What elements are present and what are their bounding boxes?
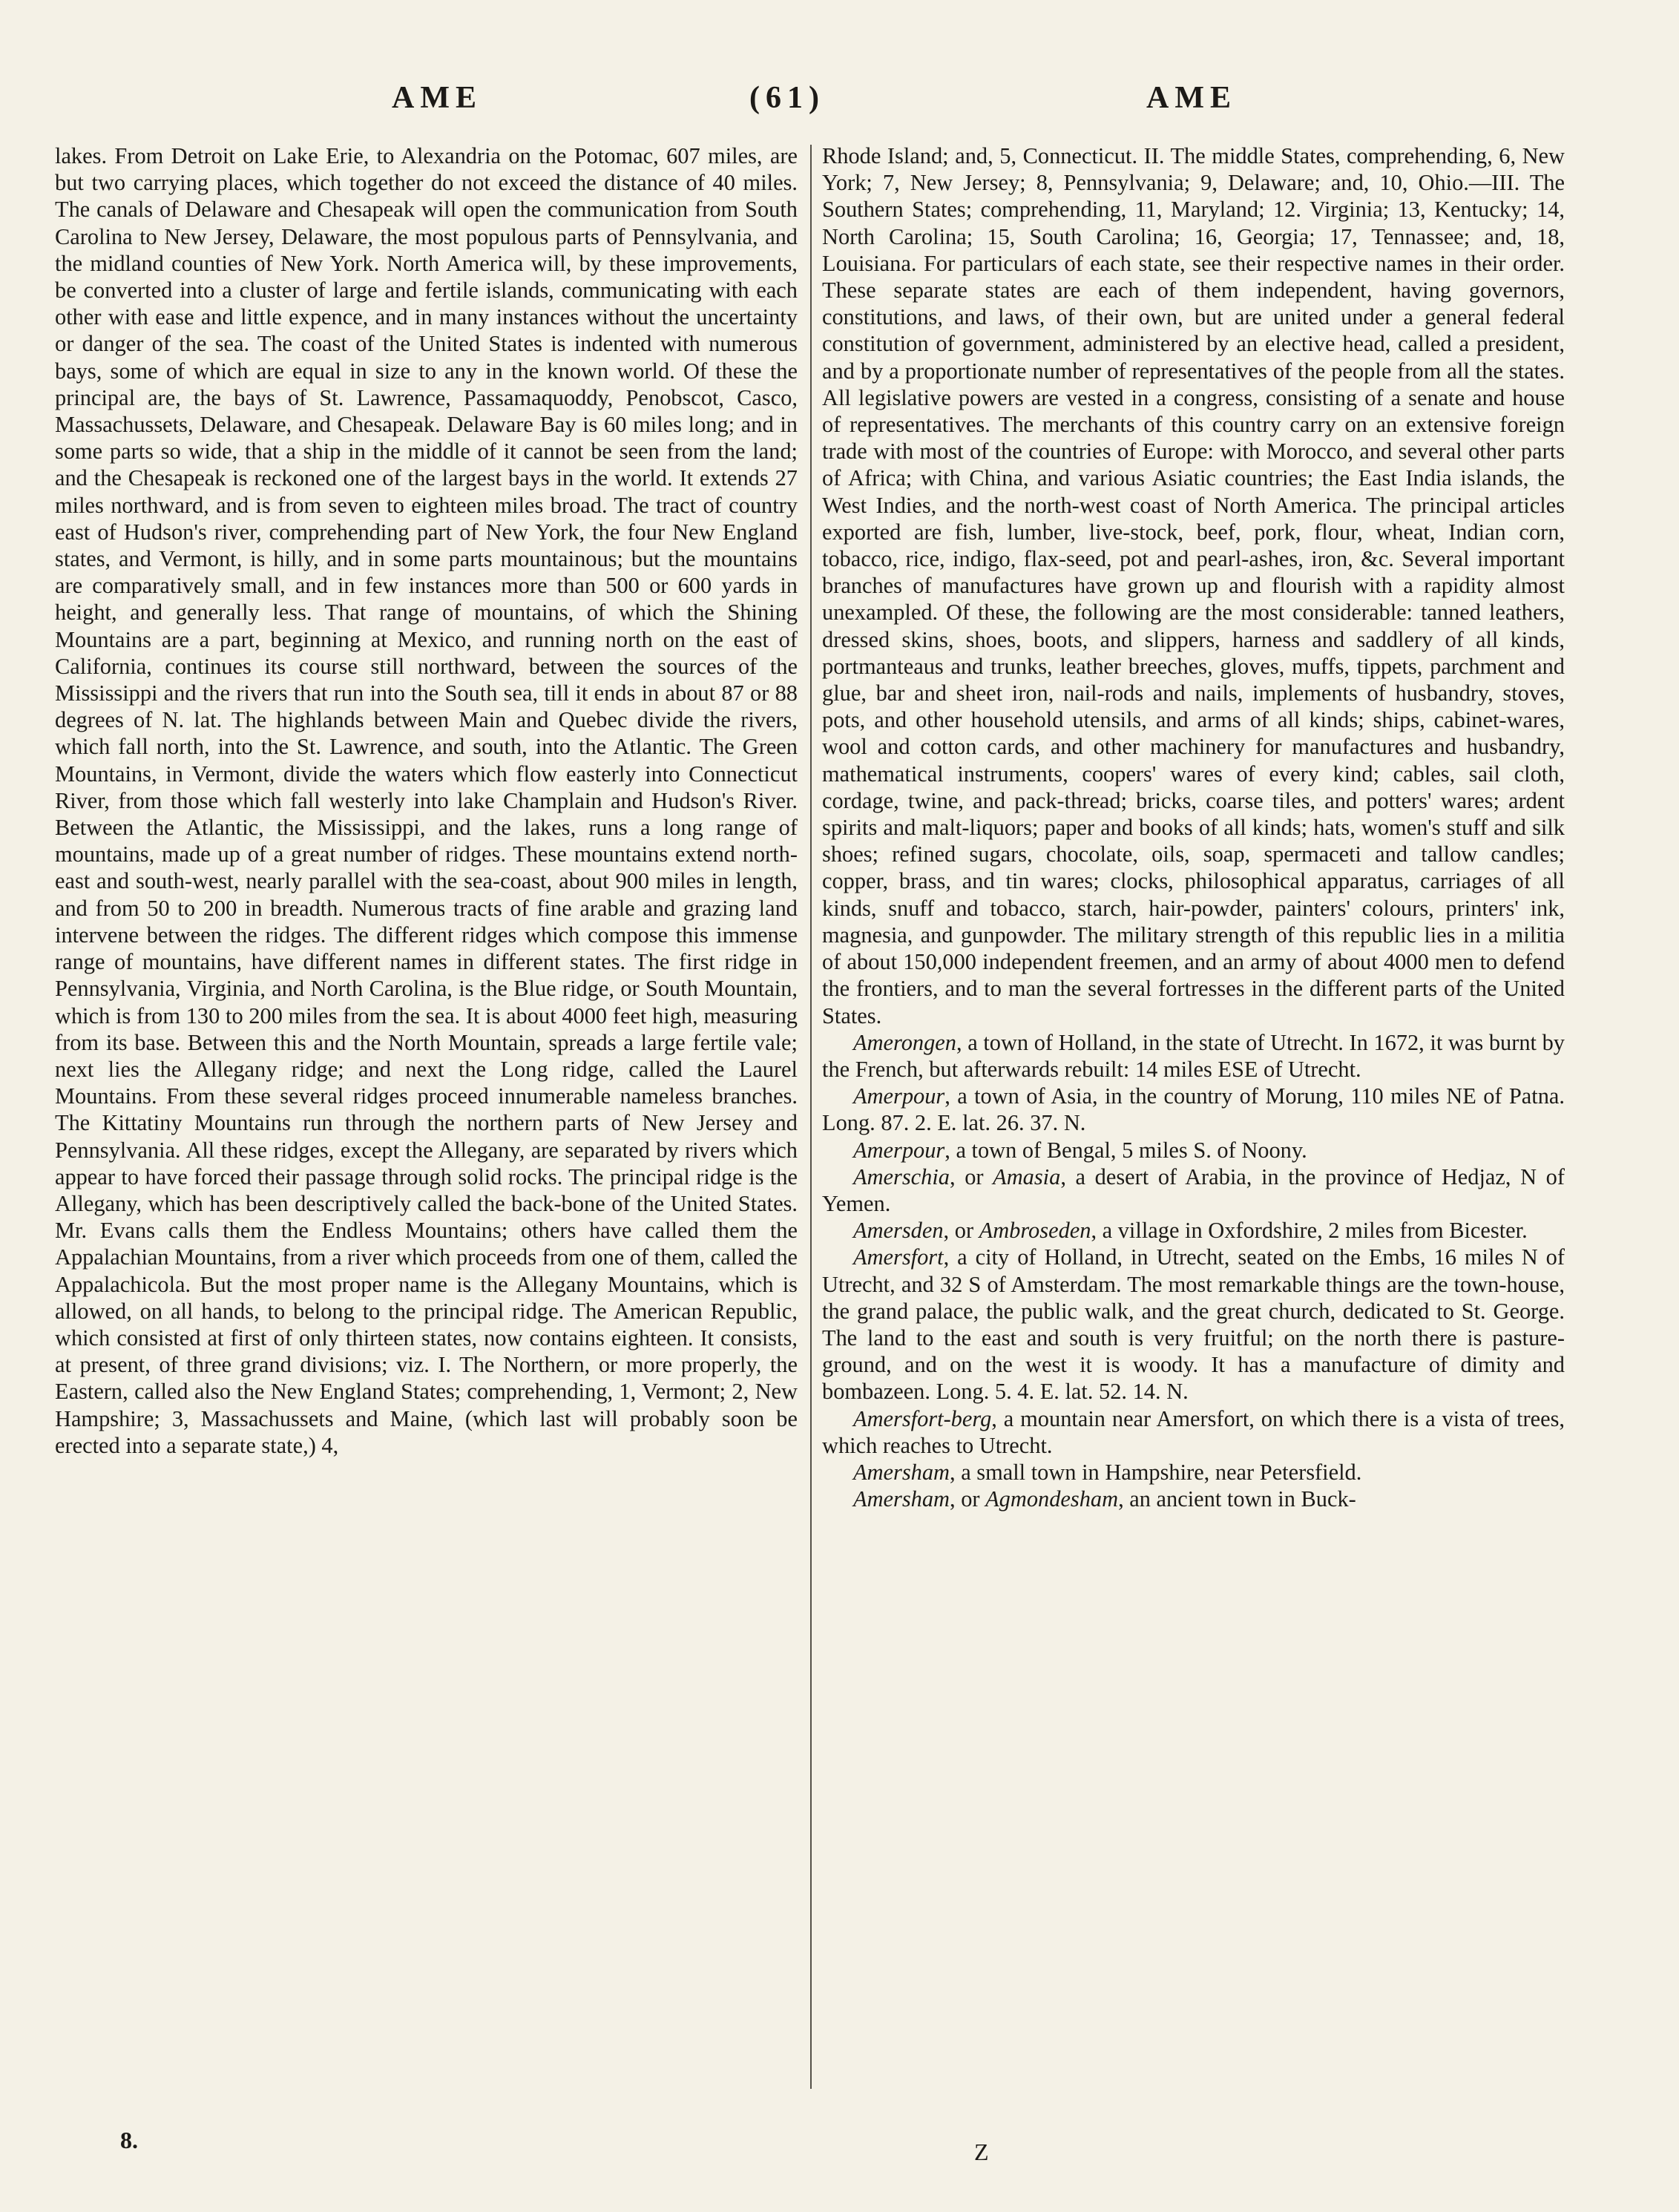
entry-headword: Amersham bbox=[853, 1459, 950, 1485]
entry-text: , or bbox=[943, 1218, 979, 1244]
entry-headword: Amersfort bbox=[853, 1244, 944, 1270]
entry-text-continued: , an ancient town in Buck- bbox=[1118, 1486, 1356, 1512]
column-divider bbox=[810, 145, 812, 2089]
dictionary-entry bbox=[822, 1405, 1565, 1459]
dictionary-entry bbox=[822, 1029, 1565, 1083]
entry-text: , a small town in Hampshire, near Petersfield. bbox=[950, 1459, 1362, 1485]
entry-headword: Amersfort-berg bbox=[853, 1405, 992, 1431]
printer-signature-mark: Z bbox=[974, 2139, 990, 2165]
entry-headword: Amerpour bbox=[853, 1137, 945, 1163]
entry-text: , or bbox=[950, 1486, 986, 1512]
dictionary-entry bbox=[822, 1083, 1565, 1136]
left-footer-mark: 8. bbox=[120, 2127, 138, 2153]
running-header bbox=[0, 80, 1679, 125]
dictionary-entry bbox=[822, 1244, 1565, 1405]
dictionary-entry bbox=[822, 1486, 1565, 1512]
entry-alt-headword: Ambroseden bbox=[979, 1218, 1091, 1244]
dictionary-entry bbox=[822, 1164, 1565, 1217]
dictionary-entry bbox=[822, 1217, 1565, 1244]
entry-alt-headword: Agmondesham bbox=[985, 1486, 1119, 1512]
entry-text: , a town of Asia, in the country of Morung, 110 miles NE of Patna. Long. 87. 2. E. lat. 26. 37. N. bbox=[822, 1083, 1565, 1136]
entry-headword: Amersham bbox=[853, 1486, 950, 1512]
entry-text: , a town of Bengal, 5 miles S. of Noony. bbox=[944, 1137, 1307, 1163]
entry-headword: Amersden bbox=[853, 1218, 944, 1244]
entry-headword: Amerpour bbox=[853, 1083, 945, 1109]
entry-text: , or bbox=[949, 1164, 993, 1189]
header-right-catchword: AME bbox=[1146, 81, 1237, 115]
page-number: (61) bbox=[749, 81, 825, 115]
entry-text-continued: , a desert of Arabia, in the province of Hedjaz, N of Yemen. bbox=[822, 1164, 1565, 1216]
entry-text: , a town of Holland, in the state of Utrecht. In 1672, it was burnt by the French, but afterwards rebuilt: 14 miles ESE of Utrecht. bbox=[822, 1029, 1565, 1082]
left-column bbox=[55, 142, 798, 1459]
entry-text: , a mountain near Amersfort, on which there is a vista of trees, which reaches to Utrecht. bbox=[822, 1405, 1565, 1458]
dictionary-entry bbox=[822, 1459, 1565, 1486]
left-column-text: lakes. From Detroit on Lake Erie, to Alexandria on the Potomac, 607 miles, are but two carrying places, which together do not exceed the distance of 40 miles. The canals of Delaware and Chesapeak will open the communication from South Carolina to New Jersey, Delaware, the most populous parts of Pennsylvania, and the midland counties of New York. North America will, by these improvements, be converted into a cluster of large and fertile islands, communicating with each other with ease and little expence, and in many instances without the uncertainty or danger of the sea. The coast of the United States is indented with numerous bays, some of which are equal in size to any in the known world. Of these the principal are, the bays of St. Lawrence, Passamaquoddy, Penobscot, Casco, Massachussets, Delaware, and Chesapeak. Delaware Bay is 60 miles long; and in some parts so wide, that a ship in the middle of it cannot be seen from the land; and the Chesapeak is reckoned one of the largest bays in the world. It extends 27 miles northward, and is from seven to eighteen miles broad. The tract of country east of Hudson's river, comprehending part of New York, the four New England states, and Vermont, is hilly, and in some parts mountainous; but the mountains are comparatively small, and in few instances more than 500 or 600 yards in height, and generally less. That range of mountains, of which the Shining Mountains are a part, beginning at Mexico, and running north on the east of California, continues its course still northward, between the sources of the Mississippi and the rivers that run into the South sea, till it ends in about 87 or 88 degrees of N. lat. The highlands between Main and Quebec divide the rivers, which fall north, into the St. Lawrence, and south, into the Atlantic. The Green Mountains, in Vermont, divide the waters which flow easterly into Connecticut River, from those which fall westerly into lake Champlain and Hudson's River. Between the Atlantic, the Mississippi, and the lakes, runs a long range of mountains, made up of a great number of ridges. These mountains extend north-east and south-west, nearly parallel with the sea-coast, about 900 miles in length, and from 50 to 200 in breadth. Numerous tracts of fine arable and grazing land intervene between the ridges. The different ridges which compose this immense range of mountains, have different names in different states. The first ridge in Pennsylvania, Virginia, and North Carolina, is the Blue ridge, or South Mountain, which is from 130 to 200 miles from the sea. It is about 4000 feet high, measuring from its base. Between this and the North Mountain, spreads a large fertile vale; next lies the Allegany ridge; and next the Long ridge, called the Laurel Mountains. From these several ridges proceed innumerable nameless branches. The Kittatiny Mountains run through the northern parts of New Jersey and Pennsylvania. All these ridges, except the Allegany, are separated by rivers which appear to have forced their passage through solid rocks. The principal ridge is the Allegany, which has been descriptively called the back-bone of the United States. Mr. Evans calls them the Endless Mountains; others have called them the Appalachian Mountains, from a river which proceeds from one of them, called the Appalachicola. But the most proper name is the Allegany Mountains, which is allowed, on all hands, to belong to the principal ridge. The American Republic, which consisted at first of only thirteen states, now contains eighteen. It consists, at present, of three grand divisions; viz. I. The Northern, or more properly, the Eastern, called also the New England States; comprehending, 1, Vermont; 2, New Hampshire; 3, Massachussets and Maine, (which last will probably soon be erected into a separate state,) 4, bbox=[55, 143, 798, 1458]
entry-text-continued: , a village in Oxfordshire, 2 miles from Bicester. bbox=[1091, 1218, 1528, 1244]
right-column-continuation: Rhode Island; and, 5, Connecticut. II. The middle States, comprehending, 6, New York; 7, New Jersey; 8, Pennsylvania; 9, Delaware; and, 10, Ohio.—III. The Southern States; comprehending, 11, Maryland; 12. Virginia; 13, Kentucky; 14, North Carolina; 15, South Carolina; 16, Georgia; 17, Tennassee; and, 18, Louisiana. For particulars of each state, see their respective names in their order. These separate states are each of them independent, having governors, constitutions, and laws, of their own, but are united under a general federal constitution of government, administered by an elective head, called a president, and by a proportionate number of representatives of the people from all the states. All legislative powers are vested in a congress, consisting of a senate and house of representatives. The merchants of this country carry on an extensive foreign trade with most of the countries of Europe: with Morocco, and several other parts of Africa; with China, and various Asiatic countries; the East India islands, the West Indies, and the north-west coast of North America. The principal articles exported are fish, lumber, live-stock, beef, pork, flour, wheat, Indian corn, tobacco, rice, indigo, flax-seed, pot and pearl-ashes, iron, &c. Several important branches of manufactures have grown up and flourish with a rapidity almost unexampled. Of these, the following are the most considerable: tanned leathers, dressed skins, shoes, boots, and slippers, harness and saddlery of all kinds, portmanteaus and trunks, leather breeches, gloves, muffs, tippets, parchment and glue, bar and sheet iron, nail-rods and nails, implements of husbandry, stoves, pots, and other household utensils, and arms of all kinds; ships, cabinet-wares, wool and cotton cards, and other machinery for manufactures and husbandry, mathematical instruments, coopers' wares of every kind; cables, sail cloth, cordage, twine, and pack-thread; bricks, coarse tiles, and potters' wares; ardent spirits and malt-liquors; paper and books of all kinds; hats, women's stuff and silk shoes; refined sugars, chocolate, oils, soap, spermaceti and tallow candles; copper, brass, and tin wares; clocks, philosophical apparatus, carriages of all kinds, snuff and tobacco, starch, hair-powder, painters' colours, printers' ink, magnesia, and gunpowder. The military strength of this republic lies in a militia of about 150,000 independent freemen, and an army of about 4000 men to defend the frontiers, and to man the several fortresses in the different parts of the United States. bbox=[822, 143, 1565, 1028]
entry-alt-headword: Amasia bbox=[993, 1164, 1061, 1189]
dictionary-entry bbox=[822, 1137, 1565, 1164]
entry-text: , a city of Holland, in Utrecht, seated on the Embs, 16 miles N of Utrecht, and 32 S of Amsterdam. The most remarkable things are the town-house, the grand palace, the public walk, and the great church, dedicated to St. George. The land to the east and south is very fruitful; on the north there is pasture-ground, and on the west it is woody. It has a manufacture of dimity and bombazeen. Long. 5. 4. E. lat. 52. 14. N. bbox=[822, 1244, 1565, 1405]
entry-headword: Amerschia bbox=[853, 1164, 950, 1189]
entry-headword: Amerongen bbox=[853, 1029, 956, 1055]
right-column bbox=[822, 142, 1565, 1512]
header-left-catchword: AME bbox=[392, 81, 482, 115]
